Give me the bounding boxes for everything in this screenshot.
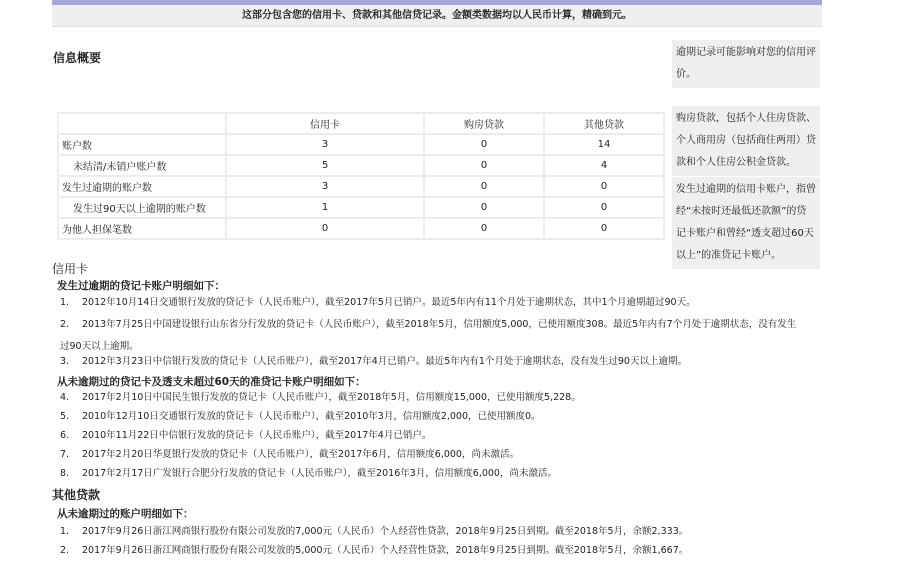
row-label: 未结清/未销户账户数 — [58, 155, 226, 176]
list-item: 2. 2017年9月26日浙江网商银行股份有限公司发放的5,000元（人民币）个人经营性贷款，2018年9月25日到期。截至2018年5月，余额1,667。 — [60, 545, 689, 556]
row-label: 账户数 — [58, 134, 226, 155]
table-header — [58, 113, 664, 134]
cell: 1 — [226, 197, 424, 218]
cell: 0 — [424, 155, 544, 176]
table-row — [58, 197, 664, 218]
cell: 4 — [544, 155, 664, 176]
header-cell: 购房贷款 — [424, 113, 544, 134]
cell: 0 — [424, 134, 544, 155]
cell: 14 — [544, 134, 664, 155]
header-cell: 信用卡 — [226, 113, 424, 134]
other-loans-title: 其他贷款 — [52, 488, 101, 502]
overdue-subtitle: 发生过逾期的贷记卡账户明细如下： — [57, 280, 225, 292]
other-normal-subtitle: 从未逾期过的账户明细如下： — [57, 508, 194, 520]
normal-subtitle: 从未逾期过的贷记卡及透支未超过60天的准贷记卡账户明细如下： — [57, 376, 366, 388]
table-row — [58, 134, 664, 155]
note-mortgage: 购房贷款，包括个人住房贷款、个人商用房（包括商住两用）贷款和个人住房公积金贷款。 — [672, 106, 820, 176]
list-item: 4. 2017年2月10日中国民生银行发放的贷记卡（人民币账户），截至2018年5月，信用额度15,000，已使用额度5,228。 — [60, 392, 581, 403]
header-cell — [58, 113, 226, 134]
list-item: 6. 2010年11月22日中信银行发放的贷记卡（人民币账户），截至2017年4月已销户。 — [60, 430, 432, 441]
list-item: 8. 2017年2月17日广发银行合肥分行发放的贷记卡（人民币账户），截至2016年3月，信用额度6,000，尚未激活。 — [60, 468, 557, 479]
cell: 0 — [544, 218, 664, 239]
list-item: 2. 2013年7月25日中国建设银行山东省分行发放的贷记卡（人民币账户），截至2018年5月，信用额度5,000，已使用额度308。最近5年内有7个月处于逾期状态，没有发生过90天以上逾期。 — [60, 319, 797, 352]
cell: 5 — [226, 155, 424, 176]
cell: 0 — [424, 218, 544, 239]
list-item: 5. 2010年12月10日交通银行发放的贷记卡（人民币账户），截至2010年3月，信用额度2,000，已使用额度0。 — [60, 411, 541, 422]
cell: 0 — [544, 197, 664, 218]
header-cell: 其他贷款 — [544, 113, 664, 134]
row-label: 为他人担保笔数 — [58, 218, 226, 239]
cell: 0 — [226, 218, 424, 239]
cell: 3 — [226, 134, 424, 155]
table-row — [58, 155, 664, 176]
list-item: 1. 2012年10月14日交通银行发放的贷记卡（人民币账户），截至2017年5月已销户。最近5年内有11个月处于逾期状态，其中1个月逾期超过90天。 — [60, 297, 696, 308]
note-overdue: 逾期记录可能影响对您的信用评价。 — [672, 40, 820, 88]
list-item: 1. 2017年9月26日浙江网商银行股份有限公司发放的7,000元（人民币）个人经营性贷款，2018年9月25日到期。截至2018年5月，余额2,333。 — [60, 526, 689, 537]
row-label: 发生过逾期的账户数 — [58, 176, 226, 197]
list-item: 3. 2012年3月23日中信银行发放的贷记卡（人民币账户），截至2017年4月已销户。最近5年内有1个月处于逾期状态，没有发生过90天以上逾期。 — [60, 356, 687, 367]
row-label: 发生过90天以上逾期的账户数 — [58, 197, 226, 218]
summary-table — [57, 112, 665, 240]
note-overdue-card: 发生过逾期的信用卡账户，指曾经“未按时还最低还款额”的贷记卡账户和曾经“透支超过60天以上”的准贷记卡账户。 — [672, 177, 820, 269]
table-row — [58, 176, 664, 197]
section-banner: 这部分包含您的信用卡、贷款和其他信贷记录。金额类数据均以人民币计算，精确到元。 — [52, 5, 822, 27]
summary-title: 信息概要 — [53, 51, 102, 65]
table-row — [58, 218, 664, 239]
list-item: 7. 2017年2月20日华夏银行发放的贷记卡（人民币账户），截至2017年6月，信用额度6,000，尚未激活。 — [60, 449, 519, 460]
credit-card-title: 信用卡 — [52, 262, 89, 276]
cell: 0 — [424, 197, 544, 218]
cell: 0 — [544, 176, 664, 197]
cell: 0 — [424, 176, 544, 197]
cell: 3 — [226, 176, 424, 197]
